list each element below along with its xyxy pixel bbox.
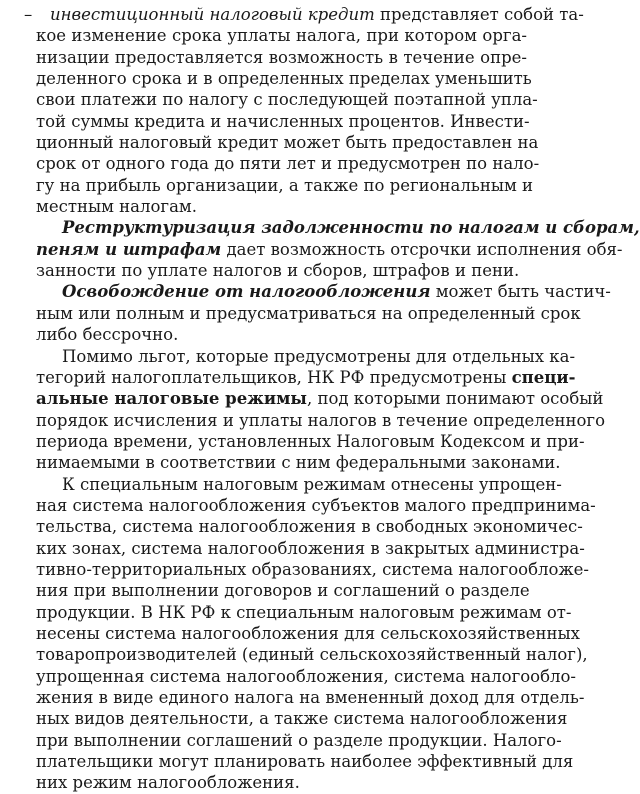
text-run: при выполнении соглашений о разделе продукции. Налого- [36,730,562,750]
text-line [36,495,596,516]
text-line [36,730,562,751]
text-run: представляет собой та- [374,5,584,24]
text-run: жения в виде единого налога на вмененный доход для отдель- [36,688,585,707]
text-run: тегорий налогоплательщиков, НК РФ предусмотрены [36,367,512,387]
text-run: ная система налогообложения субъектов малого предпринима- [36,495,596,515]
text-run: К специальным налоговым режимам отнесены упрощен- [62,474,562,494]
text-run: может быть частич- [430,282,611,302]
text-run: дает возможность отсрочки исполнения обя- [221,239,623,259]
text-run: периода времени, установленных Налоговым Кодексом и при- [36,431,585,451]
text-line [36,367,576,388]
text-run: кое изменение срока уплаты налога, при котором орга- [36,26,527,46]
text-run: несены система налогообложения для сельскохозяйственных [36,623,580,643]
text-run: низации предоставляется возможность в течение опре- [36,47,527,67]
text-line [36,196,527,217]
bold-italic-term: Реструктуризация задолженности по налогам и сборам, [62,218,640,238]
text-run: ным или полным и предусматриваться на определенный срок [36,303,581,323]
text-line [36,217,640,238]
text-line [24,4,584,25]
text-line [36,239,623,260]
text-line [36,153,540,174]
text-line [36,111,530,132]
text-line [36,346,576,367]
paragraph-regimes-list [36,474,596,794]
text-line [36,687,585,708]
text-line [36,388,604,409]
text-run: гу на прибыль организации, а также по региональным и [36,175,534,195]
text-run: ных видов деятельности, а также система налогообложения [36,709,568,729]
text-line [36,474,562,495]
text-run: товаропроизводителей (единый сельскохозяйственный налог), [36,645,588,665]
text-run: занности по уплате налогов и сборов, штрафов и пени. [36,261,520,281]
text-line [36,410,606,431]
text-run: продукции. В НК РФ к специальным налоговым режимам от- [36,602,572,622]
text-run: порядок исчисления и уплаты налогов в течение определенного [36,410,606,430]
text-run: срок от одного года до пяти лет и предусмотрен по нало- [36,154,540,174]
text-line [36,772,527,793]
text-run: свои платежи по налогу с последующей поэтапной упла- [36,90,538,110]
text-run: плательщики могут планировать наиболее эффективный для [36,752,574,772]
list-dash: – [24,5,33,24]
text-run: либо бессрочно. [36,325,179,345]
bold-term: альные налоговые режимы [36,389,307,409]
text-line [36,324,527,345]
text-line [36,303,581,324]
text-run: деленного срока и в определенных пределах уменьшить [36,69,532,89]
text-run: местным налогам. [36,197,197,217]
paragraph-investment-credit [24,4,584,217]
paragraph-exemption [36,281,611,345]
text-line [36,68,532,89]
bold-term: специ- [511,367,576,387]
text-line [36,708,568,729]
italic-term: инвестиционный налоговый кредит [50,5,375,24]
text-line [36,751,574,772]
text-line [36,452,561,473]
text-line [36,47,527,68]
text-run: тельства, система налогообложения в свободных экономичес- [36,517,583,537]
text-run: них режим налогообложения. [36,773,300,793]
text-line [36,431,585,452]
text-line [36,175,534,196]
text-line [36,25,527,46]
bold-italic-term: пеням и штрафам [36,239,222,259]
text-run: Помимо льгот, которые предусмотрены для отдельных ка- [62,346,576,366]
text-run: ционный налоговый кредит может быть предоставлен на [36,133,539,153]
text-line [36,538,585,559]
text-line [36,580,530,601]
text-run: тивно-территориальных образованиях, система налогообложе- [36,559,589,579]
text-run: ния при выполнении договоров и соглашений о разделе [36,581,530,601]
paragraph-special-regimes [36,346,606,474]
text-line [36,516,583,537]
text-line [36,623,580,644]
text-line [36,644,588,665]
text-run: ких зонах, система налогообложения в закрытых администра- [36,538,585,558]
bold-italic-term: Освобождение от налогообложения [62,282,431,302]
text-line [36,602,572,623]
text-line [36,260,527,281]
text-run: нимаемыми в соответствии с ним федеральными законами. [36,453,561,473]
paragraph-restructuring [36,217,640,281]
text-run: той суммы кредита и начисленных процентов. Инвести- [36,111,530,131]
text-line [36,559,589,580]
text-run: , под которыми понимают особый [306,389,604,409]
text-line [36,281,611,302]
text-line [36,132,539,153]
text-line [36,666,577,687]
text-run: упрощенная система налогообложения, система налогообло- [36,666,577,686]
text-line [36,89,538,110]
